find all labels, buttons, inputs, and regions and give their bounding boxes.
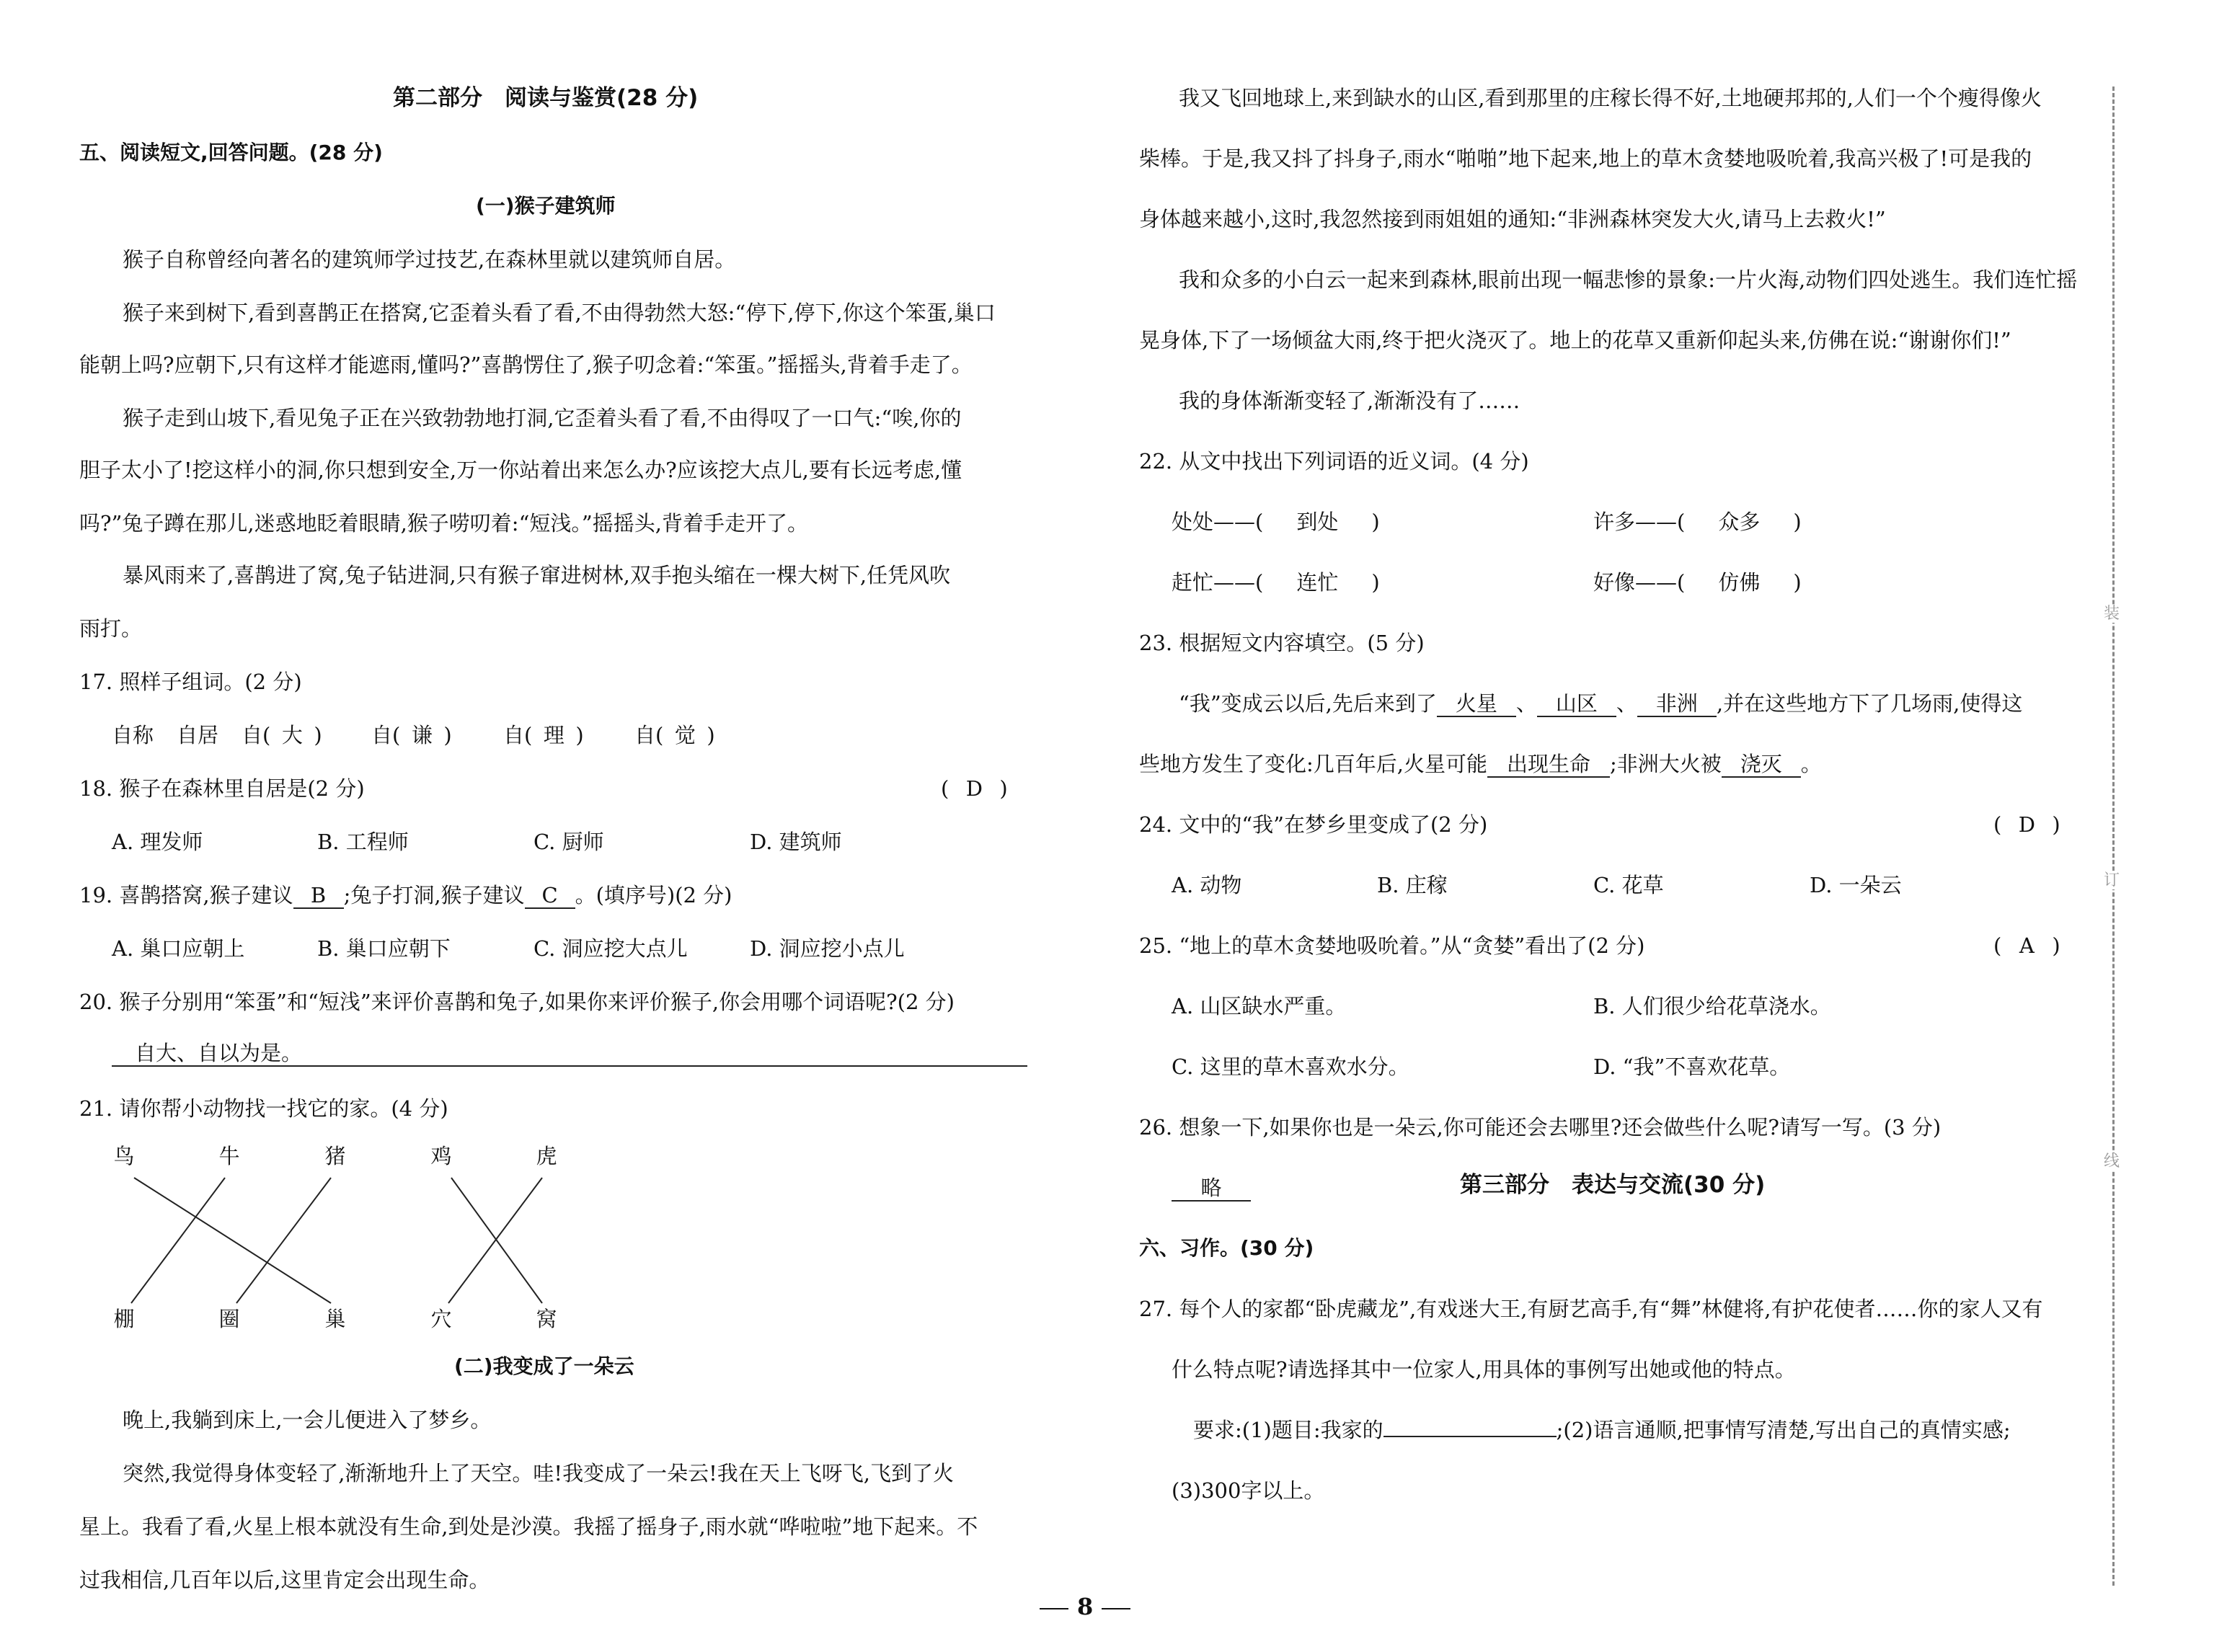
q18-option: B. 工程师 [317,830,409,854]
q23-blank: 山区 [1537,691,1616,717]
q21-matching-diagram [72,1139,620,1341]
story1-paragraph: 能朝上吗?应朝下,只有这样才能遮雨,懂吗?”喜鹊愣住了,猴子叨念着:“笨蛋。”摇摇头,背着手走了。 [79,352,973,377]
story2-paragraph: 我的身体渐渐变轻了,渐渐没有了…… [1179,388,1520,413]
q25-option: D. “我”不喜欢花草。 [1593,1054,1791,1079]
story2-paragraph: 星上。我看了看,火星上根本就没有生命,到处是沙漠。我摇了摇身子,雨水就“哗啦啦”地下起来。不 [79,1514,978,1539]
story2-paragraph: 我和众多的小白云一起来到森林,眼前出现一幅悲惨的景象:一片火海,动物们四处逃生。我们连忙摇 [1179,267,2078,292]
q17-blank: 自( 谦 ) [371,723,452,747]
binding-label: 订 [2104,871,2120,889]
q19-blank-a: B [293,883,344,909]
story1-paragraph: 猴子来到树下,看到喜鹊正在搭窝,它歪着头看了看,不由得勃然大怒:“停下,停下,你这个笨蛋,巢口 [123,301,996,325]
footer-dash [1102,1608,1130,1609]
q18-option: A. 理发师 [112,830,203,854]
story2-paragraph: 晃身体,下了一场倾盆大雨,终于把火浇灭了。地上的花草又重新仰起头来,仿佛在说:“谢谢你们!” [1139,328,2011,352]
q27-requirements: 要求:(1)题目:我家的 ;(2)语言通顺,把事情写清楚,写出自己的真情实感; [1193,1418,2011,1442]
q24-answer-bracket: ( D ) [1993,812,2060,837]
section5-heading: 五、阅读短文,回答问题。(28 分) [79,141,383,164]
q19-blank-b: C [525,883,575,909]
q21-home-label: 穴 [430,1307,452,1331]
q21-connection-line [236,1178,331,1303]
story2-paragraph: 柴棒。于是,我又抖了抖身子,雨水“啪啪”地下起来,地上的草木贪婪地吸吮着,我高兴极了!可是我的 [1139,146,2032,171]
q21-animal-label: 鸡 [430,1144,452,1168]
q22-item: 许多——( 众多 ) [1593,510,1802,534]
q21-animal-label: 虎 [536,1144,557,1168]
q21-animal-label: 牛 [218,1144,240,1168]
q21-connection-line [131,1178,225,1303]
q25-option: A. 山区缺水严重。 [1172,994,1347,1018]
q27-stem: 27. 每个人的家都“卧虎藏龙”,有戏迷大王,有厨艺高手,有“舞”林健将,有护花使者……你的家人又有 [1139,1297,2043,1321]
q23-stem: 23. 根据短文内容填空。(5 分) [1139,631,1425,655]
story1-paragraph: 猴子走到山坡下,看见兔子正在兴致勃勃地打洞,它歪着头看了看,不由得叹了一口气:“唉,你的 [123,406,962,430]
story1-paragraph: 胆子太小了!挖这样小的洞,你只想到安全,万一你站着出来怎么办?应该挖大点儿,要有长远考虑,懂 [79,458,962,482]
q25-option: B. 人们很少给花草浇水。 [1593,994,1831,1018]
q26-answer: 略 [1172,1173,1251,1202]
q21-home-label: 窝 [536,1307,557,1331]
story1-title: (一)猴子建筑师 [476,194,616,218]
q21-connection-line [134,1178,331,1303]
q19-option: C. 洞应挖大点儿 [533,936,688,961]
q17-blank: 自( 大 ) [242,723,322,747]
q19-option: B. 巢口应朝下 [317,936,451,961]
q21-home-label: 巢 [324,1307,346,1331]
q24-stem: 24. 文中的“我”在梦乡里变成了(2 分) [1139,812,1488,837]
q20-answer-line: 自大、自以为是。 [112,1041,1027,1067]
q22-item: 赶忙——( 连忙 ) [1172,570,1380,595]
story2-paragraph: 晚上,我躺到床上,一会儿便进入了梦乡。 [123,1408,492,1432]
footer-dash [1040,1608,1068,1609]
q17-example: 自居 [177,723,219,747]
story2-paragraph: 突然,我觉得身体变轻了,渐渐地升上了天空。哇!我变成了一朵云!我在天上飞呀飞,飞到了火 [123,1461,954,1486]
q25-stem: 25. “地上的草木贪婪地吸吮着。”从“贪婪”看出了(2 分) [1139,933,1645,958]
q24-option: D. 一朵云 [1810,873,1902,897]
q27-title-blank [1383,1436,1557,1437]
q21-home-label: 圈 [218,1307,240,1331]
binding-label: 线 [2104,1153,2120,1171]
q22-item: 处处——( 到处 ) [1172,510,1380,534]
q21-animal-label: 猪 [324,1144,346,1168]
story2-title: (二)我变成了一朵云 [454,1354,634,1378]
part2-title: 第二部分 阅读与鉴赏(28 分) [393,85,699,111]
q24-option: C. 花草 [1593,873,1664,897]
q23-blank: 浇灭 [1722,752,1801,778]
q18-option: C. 厨师 [533,830,604,854]
q21-stem: 21. 请你帮小动物找一找它的家。(4 分) [79,1096,448,1121]
story2-paragraph: 身体越来越小,这时,我忽然接到雨姐姐的通知:“非洲森林突发大火,请马上去救火!” [1139,207,1886,231]
story2-paragraph: 我又飞回地球上,来到缺水的山区,看到那里的庄稼长得不好,土地硬邦邦的,人们一个个瘦得像火 [1179,86,2042,110]
q17-stem: 17. 照样子组词。(2 分) [79,670,302,694]
q18-option: D. 建筑师 [750,830,842,854]
q24-option: A. 动物 [1172,873,1242,897]
q23-line: “我”变成云以后,先后来到了 火星 、 山区 、 非洲 ,并在这些地方下了几场雨,使得这 [1179,691,2023,716]
q22-item: 好像——( 仿佛 ) [1593,570,1802,595]
page-number: 8 [1031,1593,1139,1620]
q19-stem: 19. 喜鹊搭窝,猴子建议 B ;兔子打洞,猴子建议 C 。(填序号)(2 分) [79,883,732,907]
story1-paragraph: 雨打。 [79,616,143,641]
q27-requirements: (3)300字以上。 [1172,1478,1325,1503]
story1-paragraph: 暴风雨来了,喜鹊进了窝,兔子钻进洞,只有猴子窜进树林,双手抱头缩在一棵大树下,任凭风吹 [123,563,951,587]
q23-blank: 非洲 [1637,691,1717,717]
q27-stem: 什么特点呢?请选择其中一位家人,用具体的事例写出她或他的特点。 [1172,1357,1796,1382]
q22-stem: 22. 从文中找出下列词语的近义词。(4 分) [1139,449,1529,474]
section6-heading: 六、习作。(30 分) [1139,1236,1314,1260]
q17-blank: 自( 觉 ) [634,723,715,747]
q23-blank: 出现生命 [1487,752,1610,778]
q23-blank: 火星 [1437,691,1516,717]
q21-animal-label: 鸟 [113,1144,135,1168]
q25-answer-bracket: ( A ) [1993,933,2060,958]
q19-option: D. 洞应挖小点儿 [750,936,905,961]
q26-stem: 26. 想象一下,如果你也是一朵云,你可能还会去哪里?还会做些什么呢?请写一写。(3 分) [1139,1115,1942,1140]
q18-answer-bracket: ( D ) [941,776,1008,801]
q18-stem: 18. 猴子在森林里自居是(2 分) [79,776,365,801]
q17-blank: 自( 理 ) [503,723,584,747]
q19-option: A. 巢口应朝上 [112,936,245,961]
q17-example: 自称 [112,723,154,747]
story1-paragraph: 吗?”兔子蹲在那儿,迷惑地眨着眼睛,猴子唠叨着:“短浅。”摇摇头,背着手走开了。 [79,511,808,536]
q21-home-label: 棚 [113,1307,135,1331]
story1-paragraph: 猴子自称曾经向著名的建筑师学过技艺,在森林里就以建筑师自居。 [123,247,736,272]
q25-option: C. 这里的草木喜欢水分。 [1172,1054,1409,1079]
binding-label: 装 [2104,605,2120,623]
q23-line: 些地方发生了变化:几百年后,火星可能 出现生命 ;非洲大火被 浇灭 。 [1139,752,1822,776]
part3-title: 第三部分 表达与交流(30 分) [1460,1172,1766,1198]
q24-option: B. 庄稼 [1377,873,1448,897]
q20-stem: 20. 猴子分别用“笨蛋”和“短浅”来评价喜鹊和兔子,如果你来评价猴子,你会用哪个词语呢?(2 分) [79,990,955,1014]
story2-paragraph: 过我相信,几百年以后,这里肯定会出现生命。 [79,1568,490,1592]
binding-dashed-line [2112,86,2115,1586]
